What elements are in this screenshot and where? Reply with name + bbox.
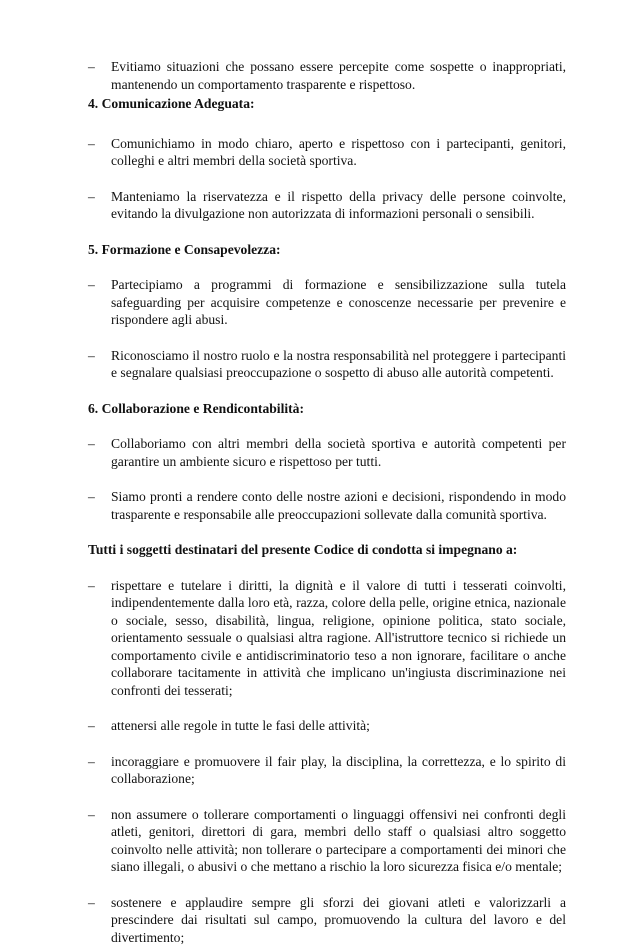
list-item <box>88 435 566 470</box>
dash-bullet: – <box>88 347 95 365</box>
list-item <box>88 135 566 170</box>
list-item-text: Siamo pronti a rendere conto delle nostre azioni e decisioni, rispondendo in modo trasparente e responsabile alle preoccupazioni sollevate dalla comunità sportiva. <box>111 489 566 522</box>
document-body <box>88 58 566 946</box>
list-item <box>88 276 566 329</box>
list-item-text: Riconosciamo il nostro ruolo e la nostra responsabilità nel proteggere i partecipanti e segnalare qualsiasi preoccupazione o sospetto di abuso alle autorità competenti. <box>111 348 566 381</box>
section-heading-5: 5. Formazione e Consapevolezza: <box>88 241 566 259</box>
list-item-text: Comunichiamo in modo chiaro, aperto e rispettoso con i partecipanti, genitori, colleghi e altri membri della società sportiva. <box>111 136 566 169</box>
list-item <box>88 894 566 946</box>
list-item <box>88 347 566 382</box>
list-item <box>88 577 566 700</box>
dash-bullet: – <box>88 188 95 206</box>
dash-bullet: – <box>88 435 95 453</box>
list-item-text: sostenere e applaudire sempre gli sforzi dei giovani atleti e valorizzarli a prescindere dai risultati sul campo, promuovendo la cultura del lavoro e del divertimento; <box>111 895 566 945</box>
commitments-heading: Tutti i soggetti destinatari del presente Codice di condotta si impegnano a: <box>88 541 566 559</box>
dash-bullet: – <box>88 276 95 294</box>
list-item <box>88 58 566 93</box>
list-item <box>88 488 566 523</box>
dash-bullet: – <box>88 717 95 735</box>
list-item-text: Evitiamo situazioni che possano essere percepite come sospette o inappropriati, mantenendo un comportamento trasparente e rispettoso. <box>111 59 566 92</box>
list-item-text: attenersi alle regole in tutte le fasi delle attività; <box>111 718 370 733</box>
list-item-text: Partecipiamo a programmi di formazione e sensibilizzazione sulla tutela safeguarding per acquisire competenze e conoscenze necessarie per prevenire e rispondere agli abusi. <box>111 277 566 327</box>
dash-bullet: – <box>88 753 95 771</box>
section-heading-4: 4. Comunicazione Adeguata: <box>88 95 566 113</box>
list-item-text: Collaboriamo con altri membri della società sportiva e autorità competenti per garantire un ambiente sicuro e rispettoso per tutti. <box>111 436 566 469</box>
list-item-text: incoraggiare e promuovere il fair play, la disciplina, la correttezza, e lo spirito di collaborazione; <box>111 754 566 787</box>
list-item-text: Manteniamo la riservatezza e il rispetto della privacy delle persone coinvolte, evitando la divulgazione non autorizzata di informazioni personali o sensibili. <box>111 189 566 222</box>
dash-bullet: – <box>88 58 95 76</box>
dash-bullet: – <box>88 894 95 912</box>
list-item <box>88 717 566 735</box>
dash-bullet: – <box>88 806 95 824</box>
list-item-text: non assumere o tollerare comportamenti o linguaggi offensivi nei confronti degli atleti, genitori, direttori di gara, membri dello staff o qualsiasi altro soggetto coinvolto nelle attività; non tollerare o partecipare a comportamenti dei minori che siano illegali, o abusivi o che mettano a rischio la loro sicurezza fisica e/o mentale; <box>111 807 566 875</box>
list-item <box>88 806 566 876</box>
dash-bullet: – <box>88 135 95 153</box>
list-item-text: rispettare e tutelare i diritti, la dignità e il valore di tutti i tesserati coinvolti, indipendentemente dalla loro età, razza, colore della pelle, origine etnica, nazionale o sociale, sesso, disabilità, lingua, religione, opinione politica, stato sociale, orientamento sessuale o qualsiasi altra ragione. All'istruttore tecnico si richiede un comportamento civile e antidiscriminatorio teso a non ignorare, facilitare o anche collaborare tacitamente in attività che implicano un'ingiusta discriminazione nei confronti dei tesserati; <box>111 578 566 698</box>
dash-bullet: – <box>88 577 95 595</box>
list-item <box>88 753 566 788</box>
dash-bullet: – <box>88 488 95 506</box>
section-heading-6: 6. Collaborazione e Rendicontabilità: <box>88 400 566 418</box>
list-item <box>88 188 566 223</box>
